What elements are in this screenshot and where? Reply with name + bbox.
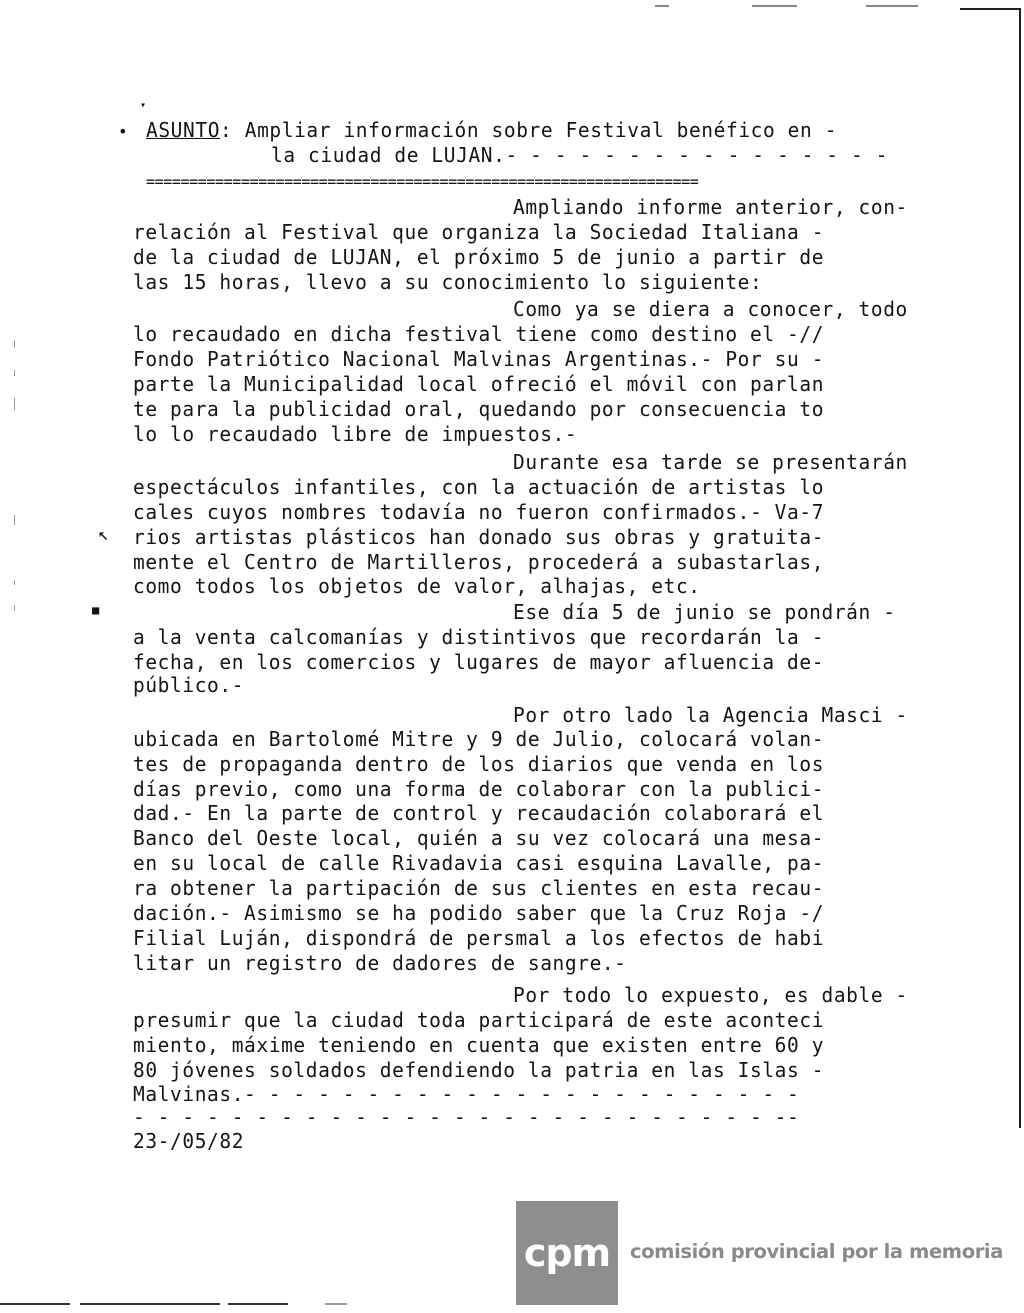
margin-mark (14, 340, 15, 348)
paragraph-line: miento, máxime teniendo en cuenta que existen entre 60 y (133, 1033, 825, 1058)
paragraph-first-line: Ampliando informe anterior, con- (513, 195, 908, 220)
paragraph-first-line: Por todo lo expuesto, es dable - (513, 983, 908, 1008)
paragraph-line: Fondo Patriótico Nacional Malvinas Argentinas.- Por su - (133, 347, 825, 372)
paragraph-line: público.- (133, 673, 245, 698)
paragraph-line: dación.- Asimismo se ha podido saber que la Cruz Roja -/ (133, 901, 825, 926)
margin-mark (14, 515, 15, 525)
paragraph-line: dad.- En la parte de control y recaudación colaborará el (133, 801, 825, 826)
paragraph-line: ra obtener la partipación de sus clientes en esta recau- (133, 876, 825, 901)
paragraph-line: las 15 horas, llevo a su conocimiento lo siguiente: (133, 270, 763, 295)
scan-mark (228, 1303, 288, 1305)
margin-mark (14, 398, 15, 410)
margin-mark (14, 370, 15, 376)
subject-line (146, 118, 1022, 143)
document-date: 23-/05/82 (133, 1129, 245, 1154)
paragraph-line: en su local de calle Rivadavia casi esquina Lavalle, pa- (133, 851, 825, 876)
handwritten-mark: ■ (92, 603, 100, 617)
subject-text: : Ampliar información sobre Festival benéfico en - (220, 118, 838, 143)
paragraph-line: de la ciudad de LUJAN, el próximo 5 de junio a partir de (133, 245, 825, 270)
handwritten-mark: ▾ (140, 100, 147, 111)
paragraph-line: cales cuyos nombres todavía no fueron confirmados.- Va-7 (133, 500, 825, 525)
paragraph-line: a la venta calcomanías y distintivos que recordarán la - (133, 625, 825, 650)
paragraph-line: relación al Festival que organiza la Sociedad Italiana - (133, 220, 825, 245)
paragraph-line: Malvinas.- - - - - - - - - - - - - - - - - - - - - - - (133, 1082, 800, 1107)
page-border-right (1019, 8, 1021, 1128)
paragraph-line: te para la publicidad oral, quedando por consecuencia to (133, 397, 825, 422)
paragraph-first-line: Por otro lado la Agencia Masci - (513, 703, 908, 728)
cpm-logo-text: cpm (523, 1231, 611, 1275)
paragraph-line: Banco del Oeste local, quién a su vez colocará una mesa- (133, 826, 825, 851)
paragraph-line: espectáculos infantiles, con la actuación de artistas lo (133, 475, 825, 500)
paragraph-line: litar un registro de dadores de sangre.- (133, 951, 627, 976)
margin-mark (14, 580, 15, 585)
scan-mark (655, 5, 669, 7)
paragraph-line: rios artistas plásticos han donado sus obras y gratuita- (133, 525, 825, 550)
cpm-logo (516, 1201, 618, 1305)
handwritten-arrow-mark: ↖ (98, 524, 109, 545)
paragraph-line: lo recaudado en dicha festival tiene como destino el -// (133, 322, 825, 347)
paragraph-line: como todos los objetos de valor, alhajas, etc. (133, 574, 701, 599)
paragraph-first-line: Ese día 5 de junio se pondrán - (513, 600, 896, 625)
paragraph-first-line: Durante esa tarde se presentarán (513, 450, 908, 475)
scan-mark (0, 1303, 70, 1305)
handwritten-mark: • (118, 122, 128, 141)
scan-mark (80, 1303, 220, 1305)
paragraph-line: presumir que la ciudad toda participará de este aconteci (133, 1008, 825, 1033)
scan-mark (752, 5, 797, 7)
paragraph-line: lo lo recaudado libre de impuestos.- (133, 422, 578, 447)
paragraph-line: 80 jóvenes soldados defendiendo la patria en las Islas - (133, 1058, 825, 1083)
scan-mark (325, 1303, 347, 1305)
paragraph-line: ubicada en Bartolomé Mitre y 9 de Julio, colocará volan- (133, 727, 825, 752)
paragraph-line: días previo, como una forma de colaborar con la publici- (133, 777, 825, 802)
paragraph-line: mente el Centro de Martilleros, procederá a subastarlas, (133, 550, 825, 575)
scan-mark (866, 5, 918, 7)
cpm-logo-caption: comisión provincial por la memoria (630, 1240, 1003, 1263)
paragraph-line: Filial Luján, dispondrá de persmal a los efectos de habi (133, 926, 825, 951)
subject-line-2: la ciudad de LUJAN.- - - - - - - - - - - - - - - - (271, 143, 888, 168)
subject-label: ASUNTO (146, 118, 221, 143)
margin-mark (14, 605, 15, 611)
paragraph-line: tes de propaganda dentro de los diarios que venda en los (133, 752, 825, 777)
paragraph-line: fecha, en los comercios y lugares de mayor afluencia de- (133, 650, 825, 675)
separator-rule: ================================================================ (146, 172, 699, 192)
page-border-top (960, 8, 1020, 10)
paragraph-line: - - - - - - - - - - - - - - - - - - - - - - - - - - -- (133, 1105, 800, 1130)
paragraph-line: parte la Municipalidad local ofreció el móvil con parlan (133, 372, 825, 397)
paragraph-first-line: Como ya se diera a conocer, todo (513, 297, 908, 322)
